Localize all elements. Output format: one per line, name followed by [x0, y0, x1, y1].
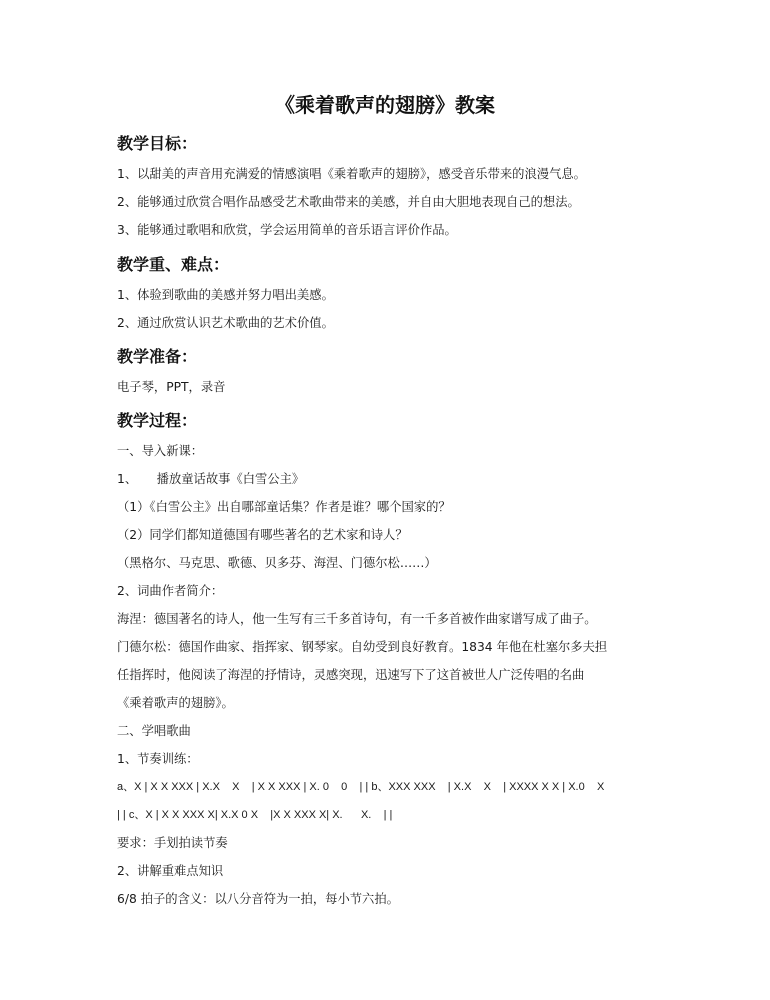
process-line: 2、讲解重难点知识 — [117, 864, 224, 878]
process-line: 一、导入新课： — [117, 444, 204, 458]
process-line: 2、词曲作者简介： — [117, 584, 224, 598]
goals-item: 3、能够通过歌唱和欣赏，学会运用简单的音乐语言评价作品。 — [117, 223, 457, 237]
process-line: 1、节奏训练： — [117, 752, 199, 766]
rhythm-line: | | c、X | X X XXX X| X.X 0 X |X X XXX X| X. X. | | — [117, 809, 393, 821]
process-line: 《乘着歌声的翅膀》。 — [117, 696, 234, 710]
goals-item: 1、以甜美的声音用充满爱的情感演唱《乘着歌声的翅膀》，感受音乐带来的浪漫气息。 — [117, 167, 586, 181]
process-line: （2）同学们都知道德国有哪些著名的艺术家和诗人？ — [117, 528, 408, 542]
prep-item: 电子琴，PPT，录音 — [117, 380, 226, 394]
process-line: 6/8 拍子的含义：以八分音符为一拍，每小节六拍。 — [117, 892, 399, 906]
process-line: （黑格尔、马克思、歌德、贝多芬、海涅、门德尔松……） — [117, 556, 437, 570]
process-heading: 教学过程： — [117, 411, 198, 430]
process-line: 任指挥时，他阅读了海涅的抒情诗，灵感突现，迅速写下了这首被世人广泛传唱的名曲 — [117, 668, 585, 682]
keypoints-item: 2、通过欣赏认识艺术歌曲的艺术价值。 — [117, 316, 334, 330]
process-line: 海涅：德国著名的诗人，他一生写有三千多首诗句，有一千多首被作曲家谱写成了曲子。 — [117, 612, 597, 626]
process-line: 二、学唱歌曲 — [117, 724, 191, 738]
goals-item: 2、能够通过欣赏合唱作品感受艺术歌曲带来的美感，并自由大胆地表现自己的想法。 — [117, 195, 580, 209]
page-title: 《乘着歌声的翅膀》教案 — [275, 93, 495, 117]
process-line: 1、 播放童话故事《白雪公主》 — [117, 472, 305, 486]
process-line: 门德尔松：德国作曲家、指挥家、钢琴家。自幼受到良好教育。1834 年他在杜塞尔多夫担 — [117, 640, 608, 654]
goals-heading: 教学目标： — [117, 134, 198, 153]
rhythm-line: a、X | X X XXX | X.X X | X X XXX | X. 0 0 | | b、XXX XXX | X.X X | XXXX X X | X.0 X — [117, 781, 605, 793]
process-line: 要求：手划拍读节奏 — [117, 836, 228, 850]
keypoints-item: 1、体验到歌曲的美感并努力唱出美感。 — [117, 288, 334, 302]
prep-heading: 教学准备： — [117, 347, 198, 366]
keypoints-heading: 教学重、难点： — [117, 255, 230, 274]
process-line: （1）《白雪公主》出自哪部童话集？作者是谁？哪个国家的？ — [117, 500, 451, 514]
